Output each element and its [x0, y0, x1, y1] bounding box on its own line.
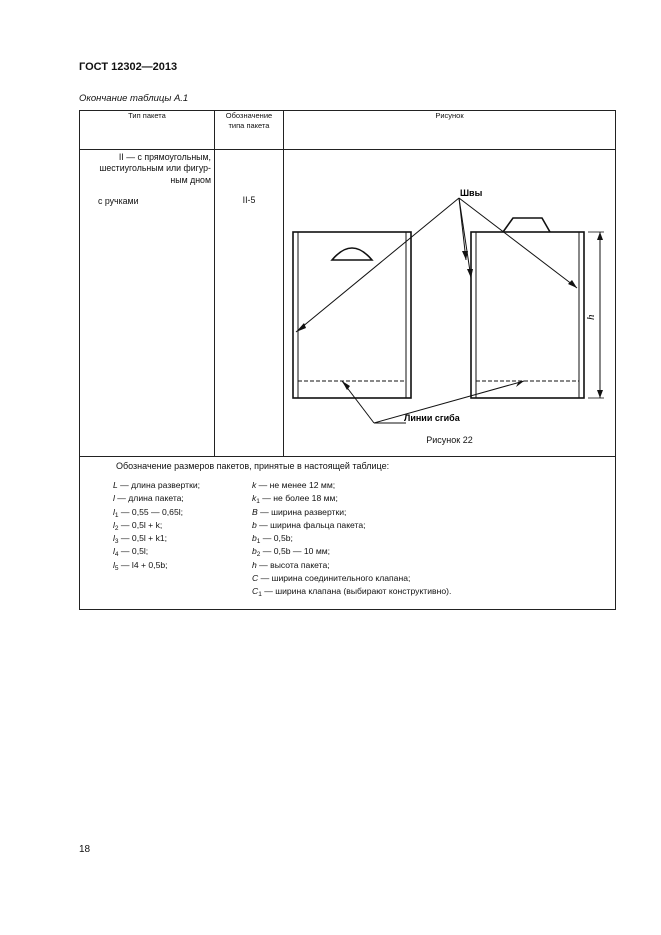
- legend-text: — ширина развертки;: [257, 506, 347, 517]
- col-header-type: Тип пакета: [80, 111, 215, 150]
- legend-symbol: b: [252, 546, 257, 557]
- legend-item: [113, 545, 246, 558]
- legend-subscript: 2: [256, 551, 261, 559]
- legend-item: [252, 585, 451, 598]
- legend-symbol: l: [113, 493, 115, 504]
- legend-symbol: l: [113, 559, 115, 570]
- legend-text: — ширина клапана (выбирают конструктивно).: [261, 586, 452, 597]
- legend-symbol: k: [252, 493, 257, 504]
- left-bag-outline: [293, 232, 411, 398]
- legend-text: — 0,5l + k;: [118, 519, 163, 530]
- legend-symbol: l: [113, 506, 115, 517]
- legend-cell: [80, 457, 616, 610]
- legend-item: [113, 519, 246, 532]
- legend-title: Обозначение размеров пакетов, принятые в настоящей таблице:: [116, 461, 390, 471]
- figure-caption: Рисунок 22: [426, 435, 473, 445]
- legend-symbol: l: [113, 533, 115, 544]
- legend-subscript: 1: [114, 511, 119, 519]
- legend-right-column: [246, 479, 451, 599]
- legend-text: — 0,5l + k1;: [118, 533, 168, 544]
- legend-text: — ширина соединительного клапана;: [258, 573, 411, 584]
- legend-symbol: B: [252, 506, 258, 517]
- legend-text: — l4 + 0,5b;: [118, 559, 168, 570]
- table-row: [80, 150, 616, 457]
- label-seams: Швы: [460, 188, 483, 198]
- legend-text: — 0,55 — 0,65l;: [118, 506, 184, 517]
- table-caption: Окончание таблицы А.1: [79, 93, 189, 104]
- legend-item: [113, 532, 246, 545]
- label-h: h: [585, 314, 597, 320]
- legend-subscript: 1: [258, 591, 262, 599]
- legend-symbol: h: [252, 559, 257, 570]
- legend-symbol: l: [113, 546, 115, 557]
- standard-number: ГОСТ 12302—2013: [79, 61, 178, 73]
- legend-symbol: k: [252, 480, 257, 490]
- legend-symbol: b: [252, 519, 257, 530]
- legend-text: — не более 18 мм;: [259, 493, 338, 504]
- legend-item: [113, 506, 246, 519]
- table-header-row: [80, 111, 616, 150]
- legend-symbol: C: [252, 573, 259, 584]
- bag-drawing: [284, 150, 616, 456]
- figure-cell: [284, 150, 616, 457]
- bag-type-code: II-5: [215, 150, 284, 457]
- bag-type-cell: [80, 150, 215, 457]
- legend-item: [113, 492, 246, 505]
- legend-item: [252, 519, 451, 532]
- handle-loop: [503, 218, 550, 232]
- legend-subscript: 2: [114, 524, 119, 532]
- legend-subscript: 4: [114, 551, 119, 559]
- legend-text: — ширина фальца пакета;: [256, 519, 366, 530]
- legend-left-column: [80, 479, 246, 599]
- legend-text: — 0,5b;: [260, 533, 293, 544]
- legend-text: — длина развертки;: [117, 480, 201, 490]
- legend-subscript: 3: [114, 538, 119, 546]
- legend-row: [80, 457, 616, 610]
- legend-item: [252, 545, 451, 558]
- label-fold-lines: Линии сгиба: [404, 413, 460, 423]
- legend-symbol: l: [113, 519, 115, 530]
- legend-text: — длина пакета;: [114, 493, 184, 504]
- legend-item: [252, 572, 451, 585]
- legend-subscript: 1: [256, 538, 261, 546]
- bag-type-handles: с ручками: [98, 196, 139, 207]
- bag-type-text: II — с прямоугольным, шестиугольным или фигур-ным дном: [99, 152, 211, 185]
- legend-text: — не менее 12 мм;: [256, 480, 336, 490]
- legend-item: [252, 506, 451, 519]
- legend-symbol: b: [252, 533, 257, 544]
- legend-item: [113, 479, 246, 492]
- legend-text: — 0,5l;: [118, 546, 149, 557]
- legend-item: [113, 559, 246, 572]
- col-header-code: Обозначение типа пакета: [215, 111, 284, 150]
- legend-text: — высота пакета;: [256, 559, 330, 570]
- legend-text: — 0,5b — 10 мм;: [260, 546, 331, 557]
- legend-item: [252, 559, 451, 572]
- legend-subscript: 5: [114, 564, 119, 572]
- legend-item: [252, 532, 451, 545]
- legend-item: [252, 492, 451, 505]
- page-number: 18: [79, 844, 91, 855]
- legend-symbol: L: [113, 480, 118, 490]
- handle-cutout: [332, 248, 372, 260]
- legend-subscript: 1: [256, 498, 260, 506]
- bag-types-table: [79, 110, 616, 610]
- legend-symbol: C: [252, 586, 259, 597]
- legend-item: [252, 479, 451, 492]
- col-header-figure: Рисунок: [284, 111, 616, 150]
- right-bag-outline: [471, 232, 584, 398]
